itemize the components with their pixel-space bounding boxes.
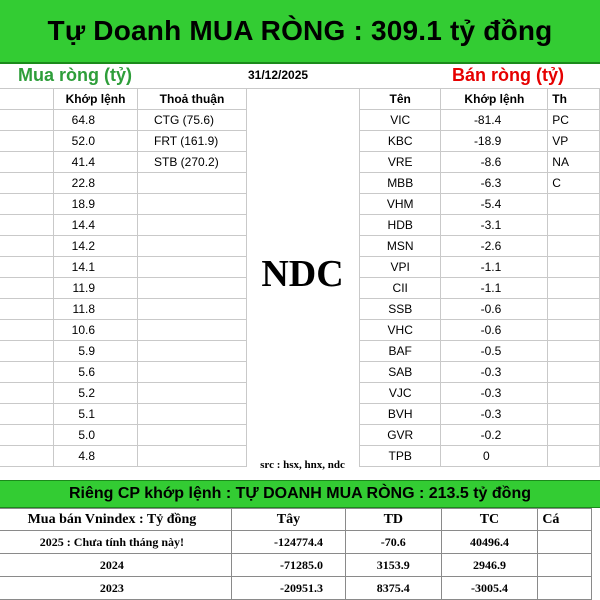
ticker-cell: GVR [360, 425, 441, 446]
negotiated-value-cell: NA [548, 152, 600, 173]
ticker-cell [0, 320, 54, 341]
negotiated-value-cell [138, 278, 247, 299]
table-row [0, 194, 247, 215]
negotiated-value-cell [138, 299, 247, 320]
negotiated-value-cell [138, 257, 247, 278]
ticker-cell: VJC [360, 383, 441, 404]
matched-value-cell: 64.8 [54, 110, 138, 131]
table-row [0, 299, 247, 320]
ticker-cell [0, 110, 54, 131]
foreign-column-header: Tây [231, 509, 345, 531]
matched-value-cell: -81.4 [441, 110, 548, 131]
matched-value-cell: -0.3 [441, 362, 548, 383]
matched-value-cell: 11.9 [54, 278, 138, 299]
matched-value-cell: -0.6 [441, 320, 548, 341]
matched-value-cell: -5.4 [441, 194, 548, 215]
table-row [360, 425, 600, 446]
table-header-row [0, 509, 592, 531]
foreign-value-cell: -71285.0 [231, 554, 345, 577]
table-row [0, 404, 247, 425]
ticker-cell: BVH [360, 404, 441, 425]
negotiated-value-cell [138, 425, 247, 446]
negotiated-value-cell [548, 215, 600, 236]
negotiated-value-cell [548, 278, 600, 299]
matched-value-cell: -6.3 [441, 173, 548, 194]
table-row [360, 299, 600, 320]
ticker-cell [0, 215, 54, 236]
negotiated-value-cell [548, 236, 600, 257]
negotiated-value-cell [548, 362, 600, 383]
table-row [360, 341, 600, 362]
buy-section-label: Mua ròng (tỷ) [18, 65, 132, 85]
table-row [360, 215, 600, 236]
table-row [360, 152, 600, 173]
source-note: src : hsx, hnx, ndc [260, 459, 345, 471]
ticker-column-header: Tên [360, 89, 441, 110]
negotiated-value-cell [138, 383, 247, 404]
ticker-cell: TPB [360, 446, 441, 467]
sell-section-label: Bán ròng (tỷ) [452, 65, 564, 85]
ticker-cell [0, 194, 54, 215]
table-row [360, 362, 600, 383]
table-row [0, 320, 247, 341]
ticker-cell: SAB [360, 362, 441, 383]
negotiated-value-cell [138, 341, 247, 362]
summary-banner [0, 480, 600, 508]
ticker-cell [0, 362, 54, 383]
ticker-cell [0, 404, 54, 425]
ticker-cell [0, 131, 54, 152]
period-column-header: Mua bán Vnindex : Tỷ đồng [0, 509, 231, 531]
ticker-cell: VHM [360, 194, 441, 215]
net-sell-table [359, 88, 600, 467]
ticker-cell: VPI [360, 257, 441, 278]
matched-value-cell: 5.1 [54, 404, 138, 425]
table-row [0, 341, 247, 362]
period-cell: 2023 [0, 577, 231, 600]
ticker-cell [0, 278, 54, 299]
negotiated-value-cell [548, 425, 600, 446]
foreign-value-cell: -124774.4 [231, 531, 345, 554]
matched-value-cell: -3.1 [441, 215, 548, 236]
matched-value-cell: 14.2 [54, 236, 138, 257]
table-row [0, 173, 247, 194]
table-row [360, 236, 600, 257]
table-row [360, 194, 600, 215]
negotiated-value-cell: VP [548, 131, 600, 152]
ticker-cell: KBC [360, 131, 441, 152]
table-row [360, 278, 600, 299]
negotiated-value-cell: C [548, 173, 600, 194]
matched-value-cell: 52.0 [54, 131, 138, 152]
negotiated-value-cell [138, 362, 247, 383]
ticker-cell: VIC [360, 110, 441, 131]
ticker-cell: CII [360, 278, 441, 299]
negotiated-value-cell: PC [548, 110, 600, 131]
summary-banner-text: Riêng CP khớp lệnh : TỰ DOANH MUA RÒNG : 213.5 tỷ đồng [68, 485, 531, 502]
matched-value-cell: -0.2 [441, 425, 548, 446]
proprietary-value-cell: 3153.9 [346, 554, 442, 577]
institution-value-cell: 40496.4 [441, 531, 538, 554]
institution-value-cell: 2946.9 [441, 554, 538, 577]
negotiated-value-cell [548, 320, 600, 341]
table-row [360, 131, 600, 152]
matched-value-cell: -18.9 [441, 131, 548, 152]
net-buy-table [0, 88, 247, 467]
negotiated-value-cell [548, 446, 600, 467]
table-row [360, 320, 600, 341]
individual-value-cell [538, 577, 592, 600]
period-cell: 2025 : Chưa tính tháng này! [0, 531, 231, 554]
ticker-column-header [0, 89, 54, 110]
institution-value-cell: -3005.4 [441, 577, 538, 600]
matched-value-cell: -0.6 [441, 299, 548, 320]
ticker-cell [0, 257, 54, 278]
matched-value-cell: 22.8 [54, 173, 138, 194]
page-title: Tự Doanh MUA RÒNG : 309.1 tỷ đồng [47, 15, 553, 46]
table-row [0, 383, 247, 404]
negotiated-value-cell: CTG (75.6) [138, 110, 247, 131]
subheader [0, 64, 600, 90]
negotiated-value-cell [548, 383, 600, 404]
table-row [0, 362, 247, 383]
table-row [0, 131, 247, 152]
ticker-cell [0, 425, 54, 446]
matched-value-cell: -0.3 [441, 383, 548, 404]
ticker-cell [0, 236, 54, 257]
table-row [0, 577, 592, 600]
ticker-cell: SSB [360, 299, 441, 320]
table-row [0, 425, 247, 446]
negotiated-value-cell [138, 173, 247, 194]
negotiated-column-header: Th [548, 89, 600, 110]
proprietary-value-cell: -70.6 [346, 531, 442, 554]
matched-value-cell: 5.9 [54, 341, 138, 362]
matched-value-cell: 14.4 [54, 215, 138, 236]
matched-value-cell: -1.1 [441, 278, 548, 299]
matched-value-cell: -0.5 [441, 341, 548, 362]
negotiated-value-cell: FRT (161.9) [138, 131, 247, 152]
table-header-row [360, 89, 600, 110]
matched-value-cell: -0.3 [441, 404, 548, 425]
negotiated-value-cell [138, 446, 247, 467]
matched-value-cell: 5.2 [54, 383, 138, 404]
table-row [360, 110, 600, 131]
ticker-cell [0, 173, 54, 194]
ticker-cell [0, 383, 54, 404]
matched-value-cell: -2.6 [441, 236, 548, 257]
negotiated-value-cell: STB (270.2) [138, 152, 247, 173]
matched-value-cell: 5.6 [54, 362, 138, 383]
negotiated-value-cell [548, 257, 600, 278]
matched-value-cell: 4.8 [54, 446, 138, 467]
ticker-cell [0, 341, 54, 362]
vnindex-history-table [0, 508, 592, 600]
individual-value-cell [538, 554, 592, 577]
table-row [360, 383, 600, 404]
matched-column-header: Khớp lệnh [54, 89, 138, 110]
table-row [0, 257, 247, 278]
negotiated-value-cell [138, 215, 247, 236]
table-row [0, 152, 247, 173]
negotiated-value-cell [138, 404, 247, 425]
negotiated-column-header: Thoả thuận [138, 89, 247, 110]
proprietary-column-header: TD [346, 509, 442, 531]
table-row [0, 215, 247, 236]
ticker-cell [0, 299, 54, 320]
matched-value-cell: 0 [441, 446, 548, 467]
table-row [360, 446, 600, 467]
table-row [0, 236, 247, 257]
negotiated-value-cell [548, 194, 600, 215]
ticker-cell: MBB [360, 173, 441, 194]
ticker-cell: MSN [360, 236, 441, 257]
negotiated-value-cell [548, 299, 600, 320]
table-row [0, 446, 247, 467]
proprietary-value-cell: 8375.4 [346, 577, 442, 600]
table-row [0, 110, 247, 131]
period-cell: 2024 [0, 554, 231, 577]
table-row [360, 173, 600, 194]
table-row [0, 278, 247, 299]
negotiated-value-cell [138, 320, 247, 341]
matched-value-cell: -1.1 [441, 257, 548, 278]
matched-value-cell: 18.9 [54, 194, 138, 215]
foreign-value-cell: -20951.3 [231, 577, 345, 600]
matched-value-cell: 10.6 [54, 320, 138, 341]
matched-value-cell: 14.1 [54, 257, 138, 278]
ticker-cell [0, 152, 54, 173]
table-row [0, 554, 592, 577]
institution-column-header: TC [441, 509, 538, 531]
ticker-cell [0, 446, 54, 467]
negotiated-value-cell [138, 194, 247, 215]
individual-column-header: Cá [538, 509, 592, 531]
negotiated-value-cell [548, 404, 600, 425]
table-row [0, 531, 592, 554]
table-row [360, 257, 600, 278]
title-bar [0, 0, 600, 64]
center-panel [246, 88, 359, 479]
matched-value-cell: 11.8 [54, 299, 138, 320]
table-header-row [0, 89, 247, 110]
ndc-logo: NDC [261, 253, 344, 295]
matched-value-cell: -8.6 [441, 152, 548, 173]
negotiated-value-cell [548, 341, 600, 362]
ticker-cell: VRE [360, 152, 441, 173]
matched-value-cell: 5.0 [54, 425, 138, 446]
negotiated-value-cell [138, 236, 247, 257]
matched-value-cell: 41.4 [54, 152, 138, 173]
ticker-cell: HDB [360, 215, 441, 236]
report-date: 31/12/2025 [248, 68, 309, 82]
matched-column-header: Khớp lệnh [441, 89, 548, 110]
ticker-cell: BAF [360, 341, 441, 362]
individual-value-cell [538, 531, 592, 554]
ticker-cell: VHC [360, 320, 441, 341]
table-row [360, 404, 600, 425]
